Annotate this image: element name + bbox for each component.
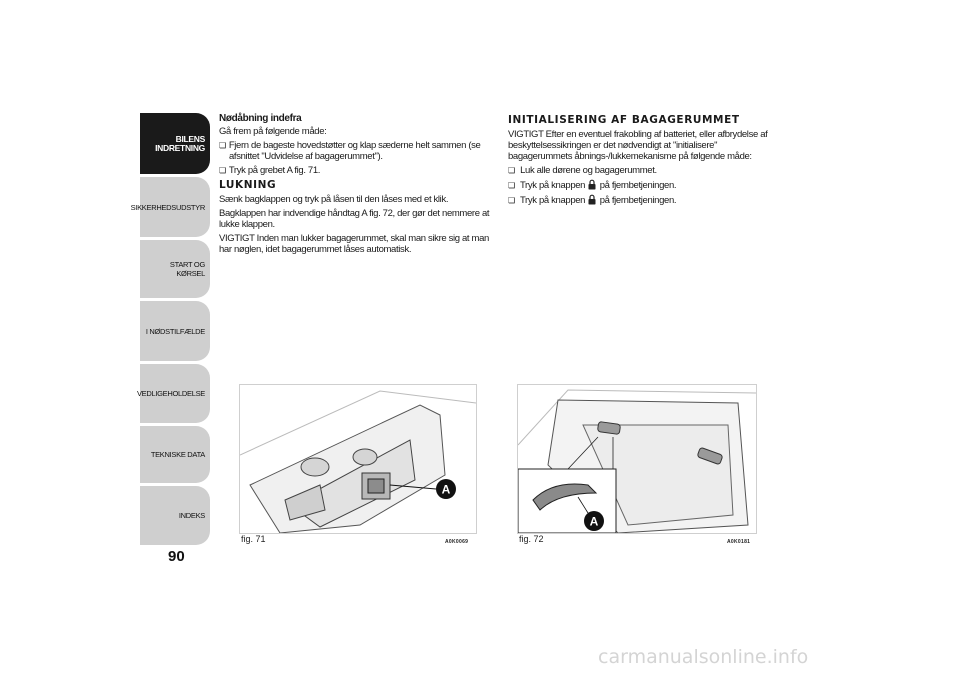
paragraph: Sænk bagklappen og tryk på låsen til den låses med et klik. [219,194,449,205]
paragraph: VIGTIGT Inden man lukker bagagerummet, skal man sikre sig at man har nøglen, idet bagagerummet låses automatisk. [219,233,489,255]
tab-bilens-indretning[interactable] [140,113,210,174]
bullet-item: ❏ Tryk på grebet A fig. 71. [219,165,491,176]
tab-indeks[interactable] [140,486,210,545]
paragraph: Bagklappen har indvendige håndtag A fig. 72, der gør det nemmere at lukke klappen. [219,208,490,230]
tab-label: I NØDSTILFÆLDE [145,326,205,336]
lock-icon [588,179,596,190]
bullet-item [508,194,783,206]
left-column [219,113,491,258]
bullet-text: på fjernbetjeningen. [599,195,677,206]
tab-label: SIKKERHEDSUDSTYR [130,202,205,212]
tab-vedligeholdelse[interactable] [136,364,210,423]
intro-text: Gå frem på følgende måde: [219,126,327,137]
figure-code: A0K0181 [727,539,751,545]
tab-label: START OG KØRSEL [169,260,205,278]
tab-i-nodstilfaelde[interactable] [140,301,210,361]
figure-caption: fig. 72 [519,534,544,544]
tab-label: VEDLIGEHOLDELSE [136,389,205,398]
tab-label: BILENS INDRETNING [155,133,205,153]
watermark: carmanualsonline.info [598,646,809,668]
subsection-title: Nødåbning indefra [219,113,302,124]
paragraph: VIGTIGT Efter en eventuel frakobling af batteriet, eller afbrydelse af beskyttelsessikringen er det nødvendigt at "initialisere" bagagerummets åbnings-/lukkemekanisme på følgende måde: [508,129,768,162]
figure-code: A0K0069 [445,539,469,545]
bullet-text: på fjernbetjeningen. [599,180,677,191]
tab-sikkerhedsudstyr[interactable] [130,177,210,237]
tab-start-og-korsel[interactable] [140,240,210,298]
right-column [508,113,783,209]
figure-72 [517,384,757,534]
lock-icon [588,194,596,205]
section-title-initialisering: INITIALISERING AF BAGAGERUMMET [508,114,740,126]
page-number: 90 [168,548,185,565]
tailgate-lever-illustration [240,385,476,533]
figure-caption: fig. 71 [241,534,266,544]
bullet-item [508,165,783,176]
bullet-text: Tryk på knappen [519,195,586,206]
tailgate-handle-illustration [518,385,756,533]
bullet-item: ❏ Fjern de bageste hovedstøtter og klap sæderne helt sammen (se afsnittet "Udvidelse af bagagerummet"). [219,140,491,162]
callout-marker: A [589,514,599,529]
tab-label: TEKNISKE DATA [150,450,205,459]
bullet-text: Luk alle dørene og bagagerummet. [520,165,657,176]
bullet-text: Tryk på knappen [519,180,586,191]
bullet-item [508,179,783,191]
figure-71 [239,384,477,534]
tab-label: INDEKS [178,511,205,520]
callout-marker: A [441,482,451,497]
section-title-lukning: LUKNING [219,179,277,191]
tab-tekniske-data[interactable] [140,426,210,483]
